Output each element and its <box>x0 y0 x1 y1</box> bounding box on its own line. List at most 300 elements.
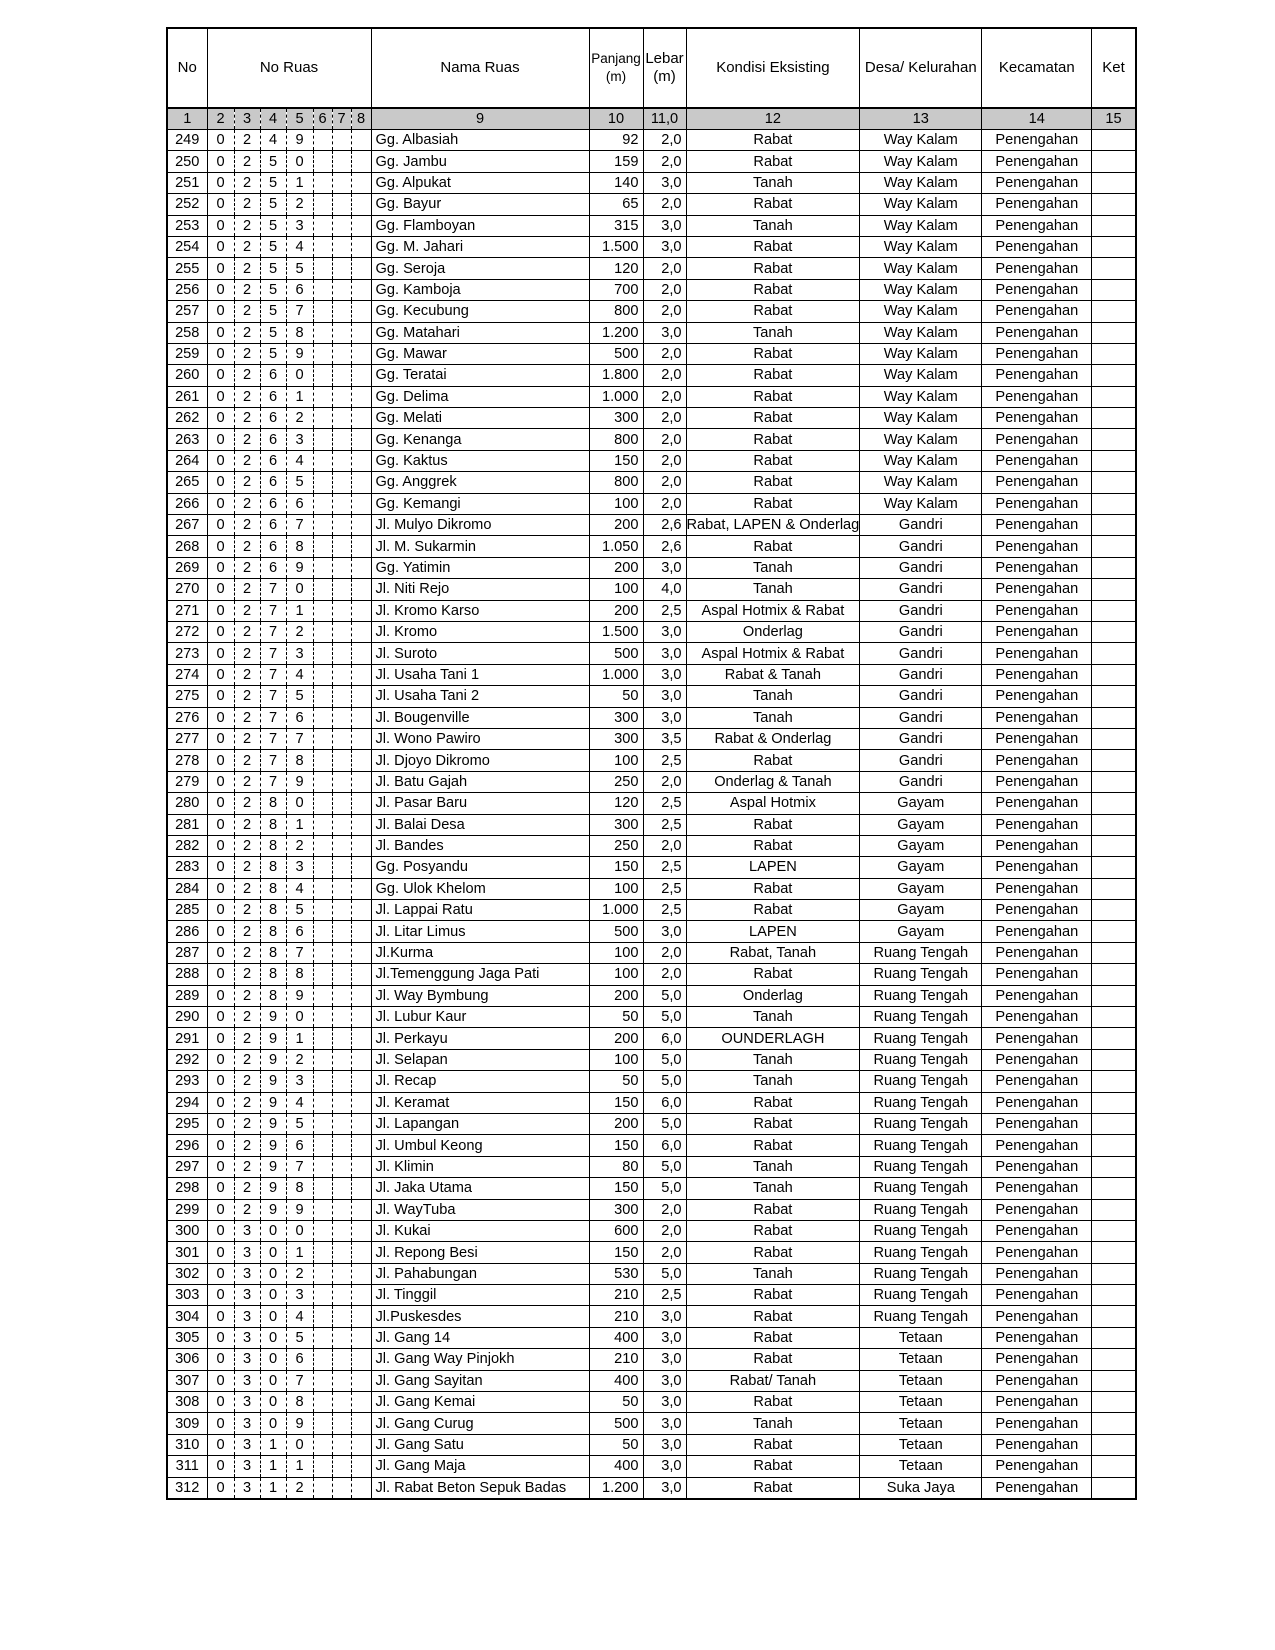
cell-no: 275 <box>167 686 207 707</box>
cell-ruas-empty <box>313 1456 332 1477</box>
cell-ruas-empty <box>351 279 371 300</box>
cell-ruas-empty <box>351 707 371 728</box>
table-row <box>167 151 1136 172</box>
cell-ruas-digit: 0 <box>207 1242 234 1263</box>
cell-panjang: 1.200 <box>589 322 643 343</box>
cell-ruas-digit: 5 <box>286 686 313 707</box>
cell-kecamatan: Penengahan <box>982 1370 1092 1391</box>
cell-ruas-digit: 0 <box>260 1242 286 1263</box>
cell-kondisi: Aspal Hotmix & Rabat <box>686 600 860 621</box>
cell-panjang: 1.000 <box>589 386 643 407</box>
cell-kecamatan: Penengahan <box>982 600 1092 621</box>
cell-ruas-digit: 0 <box>207 386 234 407</box>
cell-no: 297 <box>167 1156 207 1177</box>
cell-panjang: 200 <box>589 1028 643 1049</box>
cell-kondisi: Tanah <box>686 557 860 578</box>
cell-ruas-digit: 1 <box>286 1028 313 1049</box>
cell-ruas-digit: 0 <box>207 472 234 493</box>
cell-ruas-digit: 7 <box>286 1370 313 1391</box>
cell-ruas-digit: 1 <box>286 386 313 407</box>
table-row <box>167 1349 1136 1370</box>
cell-nama-ruas: Jl.Puskesdes <box>371 1306 589 1327</box>
cell-ruas-empty <box>313 1049 332 1070</box>
cell-panjang: 300 <box>589 814 643 835</box>
cell-no: 304 <box>167 1306 207 1327</box>
cell-lebar: 2,0 <box>643 194 686 215</box>
cell-panjang: 1.000 <box>589 900 643 921</box>
cell-no: 309 <box>167 1413 207 1434</box>
cell-panjang: 400 <box>589 1327 643 1348</box>
cell-kondisi: Rabat <box>686 964 860 985</box>
cell-nama-ruas: Gg. Albasiah <box>371 130 589 151</box>
cell-ruas-digit: 0 <box>207 621 234 642</box>
cell-no: 310 <box>167 1434 207 1455</box>
cell-ruas-digit: 4 <box>286 878 313 899</box>
cell-no: 260 <box>167 365 207 386</box>
cell-ruas-digit: 2 <box>234 728 260 749</box>
cell-no: 303 <box>167 1285 207 1306</box>
cell-kecamatan: Penengahan <box>982 557 1092 578</box>
cell-kecamatan: Penengahan <box>982 258 1092 279</box>
cell-ruas-empty <box>313 258 332 279</box>
table-row <box>167 343 1136 364</box>
cell-no: 311 <box>167 1456 207 1477</box>
cell-nama-ruas: Jl. Way Bymbung <box>371 985 589 1006</box>
cell-no: 259 <box>167 343 207 364</box>
cell-ruas-digit: 0 <box>207 1071 234 1092</box>
table-row <box>167 515 1136 536</box>
cell-desa: Gayam <box>860 835 982 856</box>
cell-ruas-digit: 6 <box>286 707 313 728</box>
cell-ket <box>1092 1242 1136 1263</box>
cell-kecamatan: Penengahan <box>982 1092 1092 1113</box>
cell-panjang: 300 <box>589 707 643 728</box>
cell-ruas-empty <box>332 1071 351 1092</box>
cell-ruas-digit: 2 <box>234 1178 260 1199</box>
cell-lebar: 2,0 <box>643 365 686 386</box>
cell-ruas-digit: 7 <box>260 643 286 664</box>
cell-ruas-digit: 0 <box>286 793 313 814</box>
cell-panjang: 1.000 <box>589 664 643 685</box>
cell-ruas-empty <box>351 1113 371 1134</box>
cell-ruas-empty <box>332 194 351 215</box>
cell-kondisi: Rabat <box>686 258 860 279</box>
cell-desa: Ruang Tengah <box>860 1285 982 1306</box>
cell-ruas-empty <box>313 408 332 429</box>
table-row <box>167 643 1136 664</box>
cell-no: 299 <box>167 1199 207 1220</box>
cell-panjang: 400 <box>589 1370 643 1391</box>
cell-lebar: 2,0 <box>643 151 686 172</box>
cell-ruas-digit: 0 <box>207 857 234 878</box>
cell-nama-ruas: Gg. Anggrek <box>371 472 589 493</box>
cell-kondisi: Rabat <box>686 1092 860 1113</box>
table-row <box>167 771 1136 792</box>
cell-panjang: 80 <box>589 1156 643 1177</box>
cell-ket <box>1092 1135 1136 1156</box>
cell-ruas-digit: 2 <box>234 365 260 386</box>
cell-ruas-digit: 9 <box>260 1071 286 1092</box>
cell-ruas-empty <box>313 1413 332 1434</box>
cell-kecamatan: Penengahan <box>982 579 1092 600</box>
cell-nama-ruas: Gg. Kemangi <box>371 493 589 514</box>
cell-ruas-digit: 3 <box>234 1392 260 1413</box>
cell-panjang: 159 <box>589 151 643 172</box>
cell-ruas-digit: 9 <box>286 1199 313 1220</box>
cell-ruas-empty <box>313 1370 332 1391</box>
cell-ruas-digit: 2 <box>286 835 313 856</box>
cell-ruas-digit: 0 <box>207 771 234 792</box>
cell-nama-ruas: Jl. Gang Curug <box>371 1413 589 1434</box>
cell-no: 282 <box>167 835 207 856</box>
cell-no: 276 <box>167 707 207 728</box>
cell-ruas-empty <box>332 236 351 257</box>
cell-ket <box>1092 429 1136 450</box>
table-row <box>167 408 1136 429</box>
cell-ruas-digit: 7 <box>286 1156 313 1177</box>
cell-ruas-digit: 2 <box>234 1007 260 1028</box>
table-row <box>167 621 1136 642</box>
cell-ruas-empty <box>332 1285 351 1306</box>
cell-ket <box>1092 664 1136 685</box>
cell-kecamatan: Penengahan <box>982 472 1092 493</box>
cell-desa: Ruang Tengah <box>860 1220 982 1241</box>
cell-lebar: 2,0 <box>643 343 686 364</box>
cell-ket <box>1092 600 1136 621</box>
cell-kecamatan: Penengahan <box>982 1285 1092 1306</box>
cell-kondisi: Tanah <box>686 322 860 343</box>
cell-ruas-digit: 8 <box>286 322 313 343</box>
cell-no: 291 <box>167 1028 207 1049</box>
cell-kecamatan: Penengahan <box>982 1156 1092 1177</box>
cell-ruas-digit: 9 <box>260 1199 286 1220</box>
cell-lebar: 2,0 <box>643 771 686 792</box>
cell-desa: Ruang Tengah <box>860 1178 982 1199</box>
cell-desa: Ruang Tengah <box>860 1199 982 1220</box>
cell-ruas-digit: 0 <box>207 1135 234 1156</box>
cell-desa: Gandri <box>860 643 982 664</box>
cell-ruas-empty <box>313 964 332 985</box>
cell-desa: Tetaan <box>860 1370 982 1391</box>
cell-ruas-digit: 2 <box>234 1135 260 1156</box>
table-row <box>167 1092 1136 1113</box>
table-row <box>167 1413 1136 1434</box>
column-number: 7 <box>332 108 351 130</box>
cell-no: 268 <box>167 536 207 557</box>
cell-desa: Way Kalam <box>860 151 982 172</box>
cell-ruas-digit: 5 <box>260 236 286 257</box>
table-row <box>167 664 1136 685</box>
cell-ruas-empty <box>332 921 351 942</box>
cell-ket <box>1092 1049 1136 1070</box>
cell-lebar: 4,0 <box>643 579 686 600</box>
table-row <box>167 1135 1136 1156</box>
table-row <box>167 835 1136 856</box>
cell-ket <box>1092 1327 1136 1348</box>
cell-desa: Ruang Tengah <box>860 1156 982 1177</box>
cell-ruas-empty <box>351 194 371 215</box>
cell-ruas-empty <box>332 1156 351 1177</box>
cell-ruas-digit: 0 <box>207 1434 234 1455</box>
cell-nama-ruas: Gg. Kaktus <box>371 450 589 471</box>
column-number: 3 <box>234 108 260 130</box>
cell-kecamatan: Penengahan <box>982 1413 1092 1434</box>
cell-ruas-digit: 8 <box>260 921 286 942</box>
cell-lebar: 3,0 <box>643 643 686 664</box>
header-row <box>167 28 1136 108</box>
cell-ket <box>1092 1306 1136 1327</box>
cell-ruas-digit: 6 <box>260 386 286 407</box>
cell-nama-ruas: Jl. Kromo Karso <box>371 600 589 621</box>
cell-nama-ruas: Jl. Litar Limus <box>371 921 589 942</box>
cell-ruas-digit: 2 <box>234 408 260 429</box>
cell-nama-ruas: Gg. Kamboja <box>371 279 589 300</box>
cell-ruas-digit: 3 <box>286 857 313 878</box>
cell-ruas-empty <box>332 515 351 536</box>
cell-ruas-empty <box>351 1199 371 1220</box>
cell-kecamatan: Penengahan <box>982 1220 1092 1241</box>
cell-ruas-empty <box>313 1392 332 1413</box>
cell-ruas-digit: 2 <box>234 151 260 172</box>
cell-ket <box>1092 515 1136 536</box>
cell-desa: Way Kalam <box>860 258 982 279</box>
cell-desa: Gayam <box>860 814 982 835</box>
cell-ruas-empty <box>313 557 332 578</box>
cell-ruas-empty <box>313 1199 332 1220</box>
cell-ket <box>1092 728 1136 749</box>
cell-ruas-digit: 0 <box>207 536 234 557</box>
column-number: 9 <box>371 108 589 130</box>
cell-ruas-empty <box>313 1178 332 1199</box>
cell-kondisi: Rabat <box>686 236 860 257</box>
cell-ket <box>1092 194 1136 215</box>
cell-ruas-empty <box>351 365 371 386</box>
cell-ruas-digit: 5 <box>260 258 286 279</box>
table-row <box>167 793 1136 814</box>
cell-nama-ruas: Gg. Posyandu <box>371 857 589 878</box>
column-number: 10 <box>589 108 643 130</box>
cell-panjang: 700 <box>589 279 643 300</box>
cell-desa: Way Kalam <box>860 322 982 343</box>
cell-ruas-digit: 0 <box>207 515 234 536</box>
cell-ruas-digit: 6 <box>286 921 313 942</box>
cell-kondisi: Rabat <box>686 493 860 514</box>
cell-ruas-digit: 0 <box>207 408 234 429</box>
cell-ruas-digit: 6 <box>286 1349 313 1370</box>
cell-desa: Way Kalam <box>860 429 982 450</box>
cell-desa: Way Kalam <box>860 236 982 257</box>
cell-kecamatan: Penengahan <box>982 172 1092 193</box>
cell-ruas-digit: 5 <box>286 1327 313 1348</box>
cell-lebar: 2,5 <box>643 600 686 621</box>
cell-ruas-digit: 2 <box>234 793 260 814</box>
cell-ruas-digit: 3 <box>286 215 313 236</box>
cell-ruas-digit: 7 <box>260 600 286 621</box>
cell-ruas-digit: 0 <box>207 1199 234 1220</box>
cell-lebar: 5,0 <box>643 1049 686 1070</box>
cell-ruas-empty <box>313 1135 332 1156</box>
cell-desa: Way Kalam <box>860 215 982 236</box>
cell-no: 251 <box>167 172 207 193</box>
cell-ruas-digit: 2 <box>234 493 260 514</box>
cell-no: 252 <box>167 194 207 215</box>
cell-kondisi: Rabat <box>686 1477 860 1499</box>
cell-ruas-empty <box>332 728 351 749</box>
cell-kecamatan: Penengahan <box>982 814 1092 835</box>
cell-ruas-digit: 2 <box>234 515 260 536</box>
cell-kecamatan: Penengahan <box>982 643 1092 664</box>
cell-desa: Gandri <box>860 600 982 621</box>
cell-kondisi: Rabat/ Tanah <box>686 1370 860 1391</box>
cell-ruas-digit: 2 <box>234 536 260 557</box>
cell-nama-ruas: Jl. Gang Maja <box>371 1456 589 1477</box>
cell-no: 274 <box>167 664 207 685</box>
cell-ruas-empty <box>332 408 351 429</box>
cell-ruas-digit: 0 <box>207 1263 234 1284</box>
cell-kondisi: Tanah <box>686 215 860 236</box>
cell-kecamatan: Penengahan <box>982 921 1092 942</box>
cell-ruas-digit: 2 <box>234 814 260 835</box>
cell-ruas-empty <box>332 1178 351 1199</box>
cell-ruas-digit: 8 <box>260 814 286 835</box>
cell-nama-ruas: Jl. Mulyo Dikromo <box>371 515 589 536</box>
table-row <box>167 579 1136 600</box>
cell-ket <box>1092 686 1136 707</box>
cell-ruas-empty <box>313 429 332 450</box>
cell-kecamatan: Penengahan <box>982 750 1092 771</box>
cell-ruas-empty <box>351 964 371 985</box>
cell-ket <box>1092 258 1136 279</box>
cell-kondisi: Tanah <box>686 1071 860 1092</box>
cell-lebar: 6,0 <box>643 1028 686 1049</box>
cell-no: 266 <box>167 493 207 514</box>
cell-ruas-empty <box>332 493 351 514</box>
cell-ruas-digit: 8 <box>286 1178 313 1199</box>
cell-ruas-empty <box>313 835 332 856</box>
cell-ruas-digit: 6 <box>286 493 313 514</box>
cell-ruas-empty <box>332 301 351 322</box>
cell-kecamatan: Penengahan <box>982 130 1092 151</box>
cell-no: 261 <box>167 386 207 407</box>
cell-no: 292 <box>167 1049 207 1070</box>
table-row <box>167 814 1136 835</box>
cell-kecamatan: Penengahan <box>982 301 1092 322</box>
cell-panjang: 50 <box>589 1071 643 1092</box>
cell-ket <box>1092 279 1136 300</box>
cell-ruas-empty <box>351 429 371 450</box>
cell-no: 294 <box>167 1092 207 1113</box>
table-row <box>167 878 1136 899</box>
cell-nama-ruas: Jl. Klimin <box>371 1156 589 1177</box>
cell-ket <box>1092 493 1136 514</box>
table-row <box>167 429 1136 450</box>
cell-no: 308 <box>167 1392 207 1413</box>
cell-ruas-digit: 9 <box>286 343 313 364</box>
cell-no: 257 <box>167 301 207 322</box>
cell-kondisi: Rabat <box>686 365 860 386</box>
table-row <box>167 964 1136 985</box>
cell-desa: Way Kalam <box>860 365 982 386</box>
cell-ruas-empty <box>332 771 351 792</box>
cell-no: 290 <box>167 1007 207 1028</box>
cell-lebar: 5,0 <box>643 1178 686 1199</box>
cell-ruas-empty <box>313 750 332 771</box>
cell-kecamatan: Penengahan <box>982 1071 1092 1092</box>
table-row <box>167 1113 1136 1134</box>
cell-ruas-empty <box>351 900 371 921</box>
cell-kecamatan: Penengahan <box>982 1028 1092 1049</box>
cell-ket <box>1092 921 1136 942</box>
cell-lebar: 5,0 <box>643 1007 686 1028</box>
cell-desa: Ruang Tengah <box>860 1049 982 1070</box>
cell-kondisi: Rabat <box>686 151 860 172</box>
cell-ruas-digit: 3 <box>286 643 313 664</box>
cell-ruas-digit: 1 <box>260 1477 286 1499</box>
cell-nama-ruas: Jl. Kukai <box>371 1220 589 1241</box>
cell-no: 264 <box>167 450 207 471</box>
cell-ruas-empty <box>351 985 371 1006</box>
cell-kondisi: Rabat <box>686 1199 860 1220</box>
cell-ruas-empty <box>351 1285 371 1306</box>
cell-ket <box>1092 301 1136 322</box>
cell-ruas-empty <box>313 600 332 621</box>
header-no: No <box>167 28 207 108</box>
cell-desa: Gayam <box>860 793 982 814</box>
cell-panjang: 500 <box>589 921 643 942</box>
cell-ruas-empty <box>332 793 351 814</box>
cell-kecamatan: Penengahan <box>982 985 1092 1006</box>
table-row <box>167 1285 1136 1306</box>
cell-ruas-digit: 2 <box>234 1049 260 1070</box>
cell-desa: Ruang Tengah <box>860 1306 982 1327</box>
cell-desa: Gandri <box>860 579 982 600</box>
cell-ruas-digit: 9 <box>260 1113 286 1134</box>
cell-kecamatan: Penengahan <box>982 857 1092 878</box>
cell-ruas-digit: 9 <box>286 985 313 1006</box>
cell-kecamatan: Penengahan <box>982 1349 1092 1370</box>
cell-ruas-digit: 0 <box>286 1220 313 1241</box>
cell-ruas-digit: 0 <box>260 1370 286 1391</box>
cell-kondisi: Rabat <box>686 279 860 300</box>
cell-desa: Ruang Tengah <box>860 1028 982 1049</box>
table-row <box>167 172 1136 193</box>
cell-no: 255 <box>167 258 207 279</box>
cell-kondisi: Rabat <box>686 750 860 771</box>
cell-ruas-empty <box>313 472 332 493</box>
cell-lebar: 3,0 <box>643 686 686 707</box>
cell-ruas-digit: 0 <box>260 1220 286 1241</box>
cell-ruas-empty <box>313 686 332 707</box>
column-number: 1 <box>167 108 207 130</box>
cell-nama-ruas: Jl. Gang Kemai <box>371 1392 589 1413</box>
cell-ruas-empty <box>351 301 371 322</box>
cell-ruas-empty <box>332 1327 351 1348</box>
cell-ruas-empty <box>332 643 351 664</box>
cell-ruas-empty <box>351 1434 371 1455</box>
cell-desa: Way Kalam <box>860 343 982 364</box>
cell-lebar: 2,0 <box>643 472 686 493</box>
cell-ruas-digit: 7 <box>260 728 286 749</box>
cell-ket <box>1092 215 1136 236</box>
cell-lebar: 2,0 <box>643 279 686 300</box>
cell-lebar: 3,0 <box>643 1370 686 1391</box>
header-lebar: Lebar (m) <box>643 28 686 108</box>
cell-kondisi: Rabat <box>686 1392 860 1413</box>
cell-ruas-empty <box>332 343 351 364</box>
cell-lebar: 2,0 <box>643 429 686 450</box>
cell-nama-ruas: Gg. Yatimin <box>371 557 589 578</box>
table-row <box>167 365 1136 386</box>
